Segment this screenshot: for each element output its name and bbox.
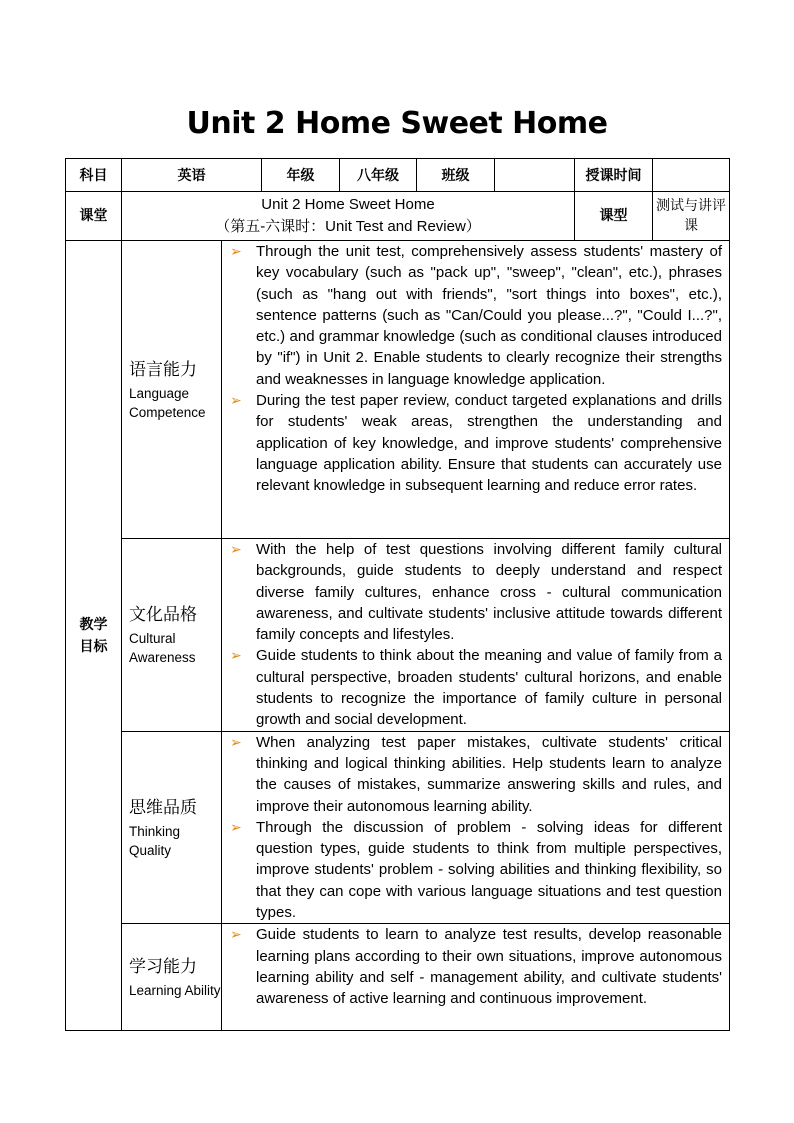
time-value: [653, 159, 730, 192]
list-item: [230, 539, 722, 645]
bullet-text: Guide students to learn to analyze test results, develop reasonable learning plans according to their own situations, improve autonomous learning ability and self - management ability, and cultivate students' awareness of active learning and continuous improvement.: [256, 926, 722, 1008]
time-label: 授课时间: [575, 159, 653, 192]
list-item: [230, 390, 722, 496]
goal-row-learning: [66, 924, 730, 1031]
aspect-language: [122, 241, 222, 539]
lesson-type-value: 测试与讲评课: [653, 192, 730, 241]
list-item: [230, 732, 722, 817]
bullet-text: Guide students to think about the meaning and value of family from a cultural perspective, broaden students' cultural horizons, and enable students to recognize the importance of family culture in personal growth and social development.: [256, 647, 722, 729]
goal-row-thinking: [66, 731, 730, 924]
lesson-row: [66, 192, 730, 241]
bullet-text: Through the discussion of problem - solving ideas for different question types, guide students to think from multiple perspectives, improve students' problem - solving abilities and thinking flexibility, so that they can cope with various language situations and test question types.: [256, 818, 722, 922]
bullet-text: When analyzing test paper mistakes, cultivate students' critical thinking and logical thinking abilities. Help students learn to analyze the causes of mistakes, summarize answering skills and rules, and improve their autonomous learning ability.: [256, 733, 722, 815]
grade-label: 年级: [262, 159, 340, 192]
bullet-text: During the test paper review, conduct targeted explanations and drills for students' weak areas, strengthen the understanding and application of key knowledge, and improve students' comprehensive language application ability. Ensure that students can accurately use relevant knowledge in subsequent learning and reduce error rates.: [256, 392, 722, 495]
aspect-culture: [122, 539, 222, 732]
list-item: [230, 924, 722, 1009]
arrow-bullet-icon: ➢: [230, 926, 242, 943]
bullets-language: [222, 241, 730, 539]
bullet-text: With the help of test questions involving different family cultural backgrounds, guide students to deeply understand and respect diverse family cultures, enhance cross - cultural communication awareness, and cultivate students' inclusive attitude towards different family concepts and lifestyles.: [256, 541, 722, 644]
aspect-zh: 学习能力: [129, 956, 197, 977]
bullets-learning: [222, 924, 730, 1031]
aspect-zh: 思维品质: [129, 797, 197, 818]
goals-label-text: 教学目标: [79, 616, 108, 655]
aspect-en: Cultural Awareness: [129, 630, 196, 665]
goal-row-culture: [66, 539, 730, 732]
class-label: 班级: [417, 159, 495, 192]
aspect-en: Thinking Quality: [129, 823, 181, 858]
arrow-bullet-icon: ➢: [230, 647, 242, 664]
list-item: [230, 645, 722, 730]
aspect-en: Language Competence: [129, 385, 206, 420]
list-item: [230, 817, 722, 923]
aspect-learning: [122, 924, 222, 1031]
lesson-type-label: 课型: [575, 192, 653, 241]
arrow-bullet-icon: ➢: [230, 541, 242, 557]
lesson-plan-table: [65, 158, 730, 1031]
bullet-text: Through the unit test, comprehensively assess students' mastery of key vocabulary (such as "pack up", "sweep", "clean", etc.), phrases (such as "hang out with friends", "sort things into boxes", etc.), sentence patterns (such as "Can/Could you please...?", "Could I...?", etc.) and grammar knowledge (such as conditional clauses introduced by "if") in Unit 2. Enable students to clearly recognize their strengths and weaknesses in language knowledge application.: [256, 243, 722, 388]
grade-value: 八年级: [340, 159, 417, 192]
lesson-title-line2: （第五-六课时：Unit Test and Review）: [215, 218, 481, 235]
aspect-zh: 文化品格: [129, 604, 197, 625]
goals-label: [66, 241, 122, 1031]
arrow-bullet-icon: ➢: [230, 243, 242, 259]
goal-row-language: [66, 241, 730, 539]
bullets-thinking: [222, 731, 730, 924]
lesson-title-cell: [122, 192, 575, 241]
arrow-bullet-icon: ➢: [230, 392, 242, 409]
subject-label: 科目: [66, 159, 122, 192]
aspect-thinking: [122, 731, 222, 924]
aspect-zh: 语言能力: [129, 359, 197, 380]
arrow-bullet-icon: ➢: [230, 733, 242, 750]
lesson-label: 课堂: [66, 192, 122, 241]
bullets-culture: [222, 539, 730, 732]
subject-value: 英语: [122, 159, 262, 192]
lesson-title-line1: Unit 2 Home Sweet Home: [261, 196, 435, 213]
header-row: [66, 159, 730, 192]
aspect-en: Learning Ability: [129, 982, 221, 998]
class-value: [495, 159, 575, 192]
document-title: Unit 2 Home Sweet Home: [186, 106, 608, 141]
arrow-bullet-icon: ➢: [230, 818, 242, 835]
list-item: [230, 241, 722, 390]
